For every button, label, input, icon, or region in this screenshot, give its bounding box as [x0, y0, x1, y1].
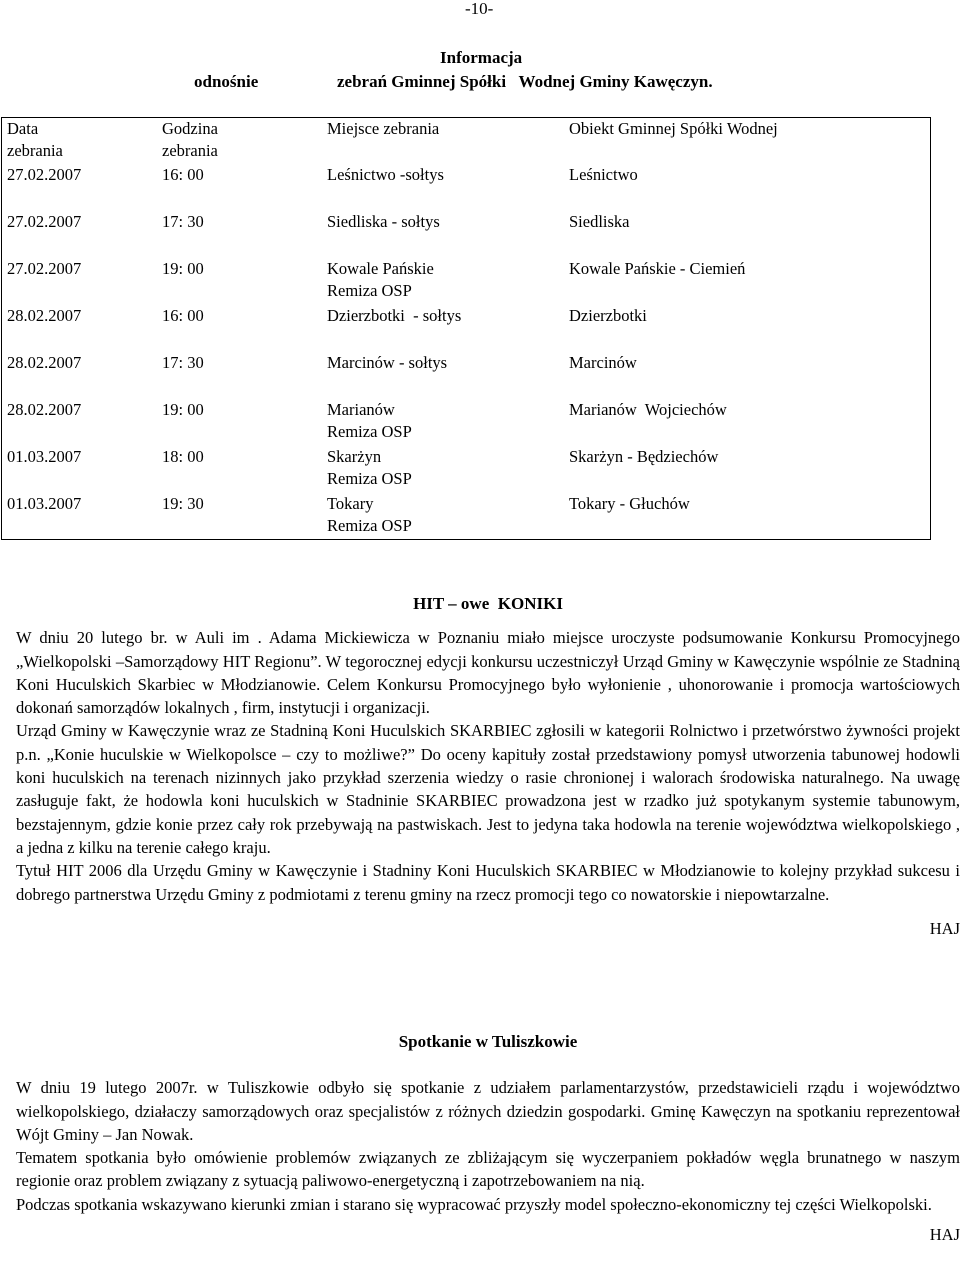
table-row — [2, 446, 931, 493]
header-object: Obiekt Gminnej Spółki Wodnej — [569, 119, 778, 138]
cell-object: Siedliska — [569, 211, 630, 231]
hit-signature: HAJ — [929, 918, 960, 938]
cell-object: Leśnictwo — [569, 164, 638, 184]
cell-object: Kowale Pańskie - Ciemień — [569, 258, 746, 278]
table-row — [2, 305, 931, 352]
document-subtitle: zebrań Gminnej Spółki Wodnej Gminy Kawęczyn. — [337, 72, 713, 91]
document-title: Informacja — [440, 48, 523, 67]
title-prefix: odnośnie — [194, 72, 259, 91]
hit-paragraph-2: Urząd Gminy w Kawęczynie wraz ze Stadniną Koni Huculskich SKARBIEC zgłosili w kategorii Rolnictwo i przetwórstwo żywności projekt p.n. „Konie huculskie w Wielkopolsce – czy to możliwe?” Do oceny kapituły został przedstawiony pomysł utworzenia tabunowej hodowli koni huculskich na terenach nizinnych jako przykład szerzenia wiedzy o rasie chronionej i walorach środowiska naturalnego. Na uwagę zasługuje fakt, że hodowla koni huculskich w Stadninie SKARBIEC prowadzona jest w rzadko już spotykanym systemie tabunowym, bezstajennym, gdzie konie przez cały rok przebywają na pastwiskach. Jest to jedyna taka hodowla na terenie województwa wielkopolskiego , a jedna z kilku na terenie całego kraju. — [16, 721, 960, 857]
cell-time: 17: 30 — [162, 211, 204, 231]
table-row — [2, 493, 931, 540]
table-row — [2, 352, 931, 399]
cell-date: 28.02.2007 — [7, 399, 82, 419]
meeting-heading: Spotkanie w Tuliszkowie — [398, 1032, 578, 1051]
header-date: Data zebrania — [7, 119, 63, 160]
cell-time: 19: 30 — [162, 493, 204, 513]
cell-place: Leśnictwo -sołtys — [327, 164, 444, 184]
cell-date: 27.02.2007 — [7, 211, 82, 231]
cell-place: Skarżyn Remiza OSP — [327, 446, 412, 488]
cell-time: 18: 00 — [162, 446, 204, 466]
cell-time: 16: 00 — [162, 305, 204, 325]
cell-object: Tokary - Głuchów — [569, 493, 690, 513]
cell-place: Marianów Remiza OSP — [327, 399, 412, 441]
cell-place: Kowale Pańskie Remiza OSP — [327, 258, 434, 300]
meeting-paragraph-3: Podczas spotkania wskazywano kierunki zmian i starano się wypracować przyszły model społeczno-ekonomiczny tej części Wielkopolski. — [16, 1194, 932, 1214]
cell-place: Marcinów - sołtys — [327, 352, 448, 372]
cell-object: Marianów Wojciechów — [569, 399, 727, 419]
meeting-section — [16, 1030, 960, 1246]
cell-object: Dzierzbotki — [569, 305, 647, 325]
table-header-row — [2, 118, 931, 164]
meeting-paragraph-1: W dniu 19 lutego 2007r. w Tuliszkowie odbyło się spotkanie z udziałem parlamentarzystów, przedstawicieli rządu i województwo wielkopolskiego, działaczy samorządowych oraz specjalistów z różnych dziedzin gospodarki. Gminę Kawęczyn na spotkaniu reprezentował Wójt Gminy – Jan Nowak. — [16, 1078, 960, 1144]
cell-place: Dzierzbotki - sołtys — [327, 305, 462, 325]
cell-date: 27.02.2007 — [7, 164, 82, 184]
cell-date: 28.02.2007 — [7, 305, 82, 325]
header-place: Miejsce zebrania — [327, 119, 440, 138]
hit-paragraph-1: W dniu 20 lutego br. w Auli im . Adama Mickiewicza w Poznaniu miało miejsce uroczyste podsumowanie Konkursu Promocyjnego „Wielkopolski –Samorządowy HIT Regionu”. W tegorocznej edycji konkursu uczestniczył Urząd Gminy w Kawęczynie wspólnie ze Stadniną Koni Huculskich Skarbiec w Młodzianowie. Celem Konkursu Promocyjnego było wyłonienie , uhonorowanie i promocja wartościowych dokonań samorządów lokalnych , firm, instytucji i organizacji. — [16, 628, 960, 718]
cell-object: Marcinów — [569, 352, 637, 372]
cell-time: 16: 00 — [162, 164, 204, 184]
table-row — [2, 211, 931, 258]
cell-place: Siedliska - sołtys — [327, 211, 440, 231]
cell-time: 17: 30 — [162, 352, 204, 372]
cell-time: 19: 00 — [162, 258, 204, 278]
cell-object: Skarżyn - Będziechów — [569, 446, 719, 466]
cell-date: 01.03.2007 — [7, 446, 82, 466]
hit-heading: HIT – owe KONIKI — [413, 594, 563, 613]
cell-place: Tokary Remiza OSP — [327, 493, 412, 535]
meeting-signature: HAJ — [929, 1225, 960, 1245]
meeting-paragraph-2: Tematem spotkania było omówienie problemów związanych ze zbliżającym się wyczerpaniem pokładów węgla brunatnego w naszym regionie oraz problem związany z sytuacją paliwowo-energetyczną i zapotrzebowaniem na nią. — [16, 1148, 960, 1191]
cell-time: 19: 00 — [162, 399, 204, 419]
hit-section — [16, 592, 960, 940]
header-time: Godzina zebrania — [162, 119, 218, 160]
table-row — [2, 258, 931, 305]
table-row — [2, 164, 931, 211]
cell-date: 01.03.2007 — [7, 493, 82, 513]
meetings-table — [1, 117, 931, 540]
page-number: -10- — [465, 0, 494, 18]
table-row — [2, 399, 931, 446]
cell-date: 27.02.2007 — [7, 258, 82, 278]
cell-date: 28.02.2007 — [7, 352, 82, 372]
hit-paragraph-3: Tytuł HIT 2006 dla Urzędu Gminy w Kawęczynie i Stadniny Koni Huculskich SKARBIEC w Młodzianowie to kolejny przykład sukcesu i dobrego partnerstwa Urzędu Gminy z podmiotami z terenu gminy na rzecz promocji tego co nowatorskie i niepowtarzalne. — [16, 861, 960, 904]
